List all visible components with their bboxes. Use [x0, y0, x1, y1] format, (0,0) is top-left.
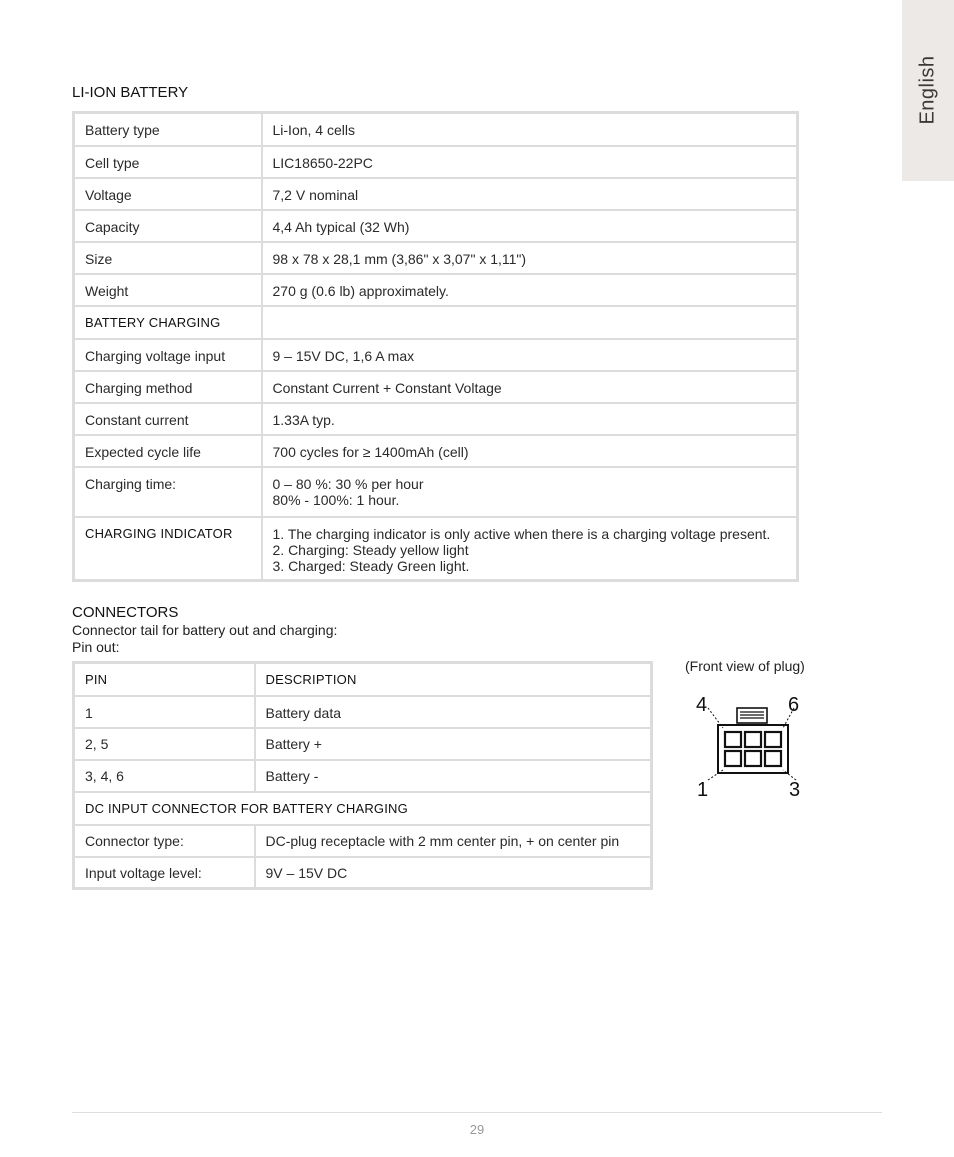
spec-value-cell: [262, 242, 798, 274]
spec-label-cell: Voltage: [74, 178, 262, 210]
spec-value-line: 9 – 15V DC, 1,6 A max: [272, 347, 415, 364]
table-row: [74, 696, 652, 728]
spec-value-line: 2. Charging: Steady yellow light: [272, 541, 469, 558]
spec-value-line: 270 g (0.6 lb) approximately.: [272, 282, 449, 299]
footer-divider: [72, 1112, 882, 1113]
spec-label-cell: Charging method: [74, 371, 262, 403]
table-row: [74, 760, 652, 792]
spec-value-cell: [262, 403, 798, 435]
pin-cell: 1: [74, 696, 255, 728]
table-row: [74, 403, 798, 435]
spec-label-cell: BATTERY CHARGING: [74, 306, 262, 339]
plug-body: [718, 708, 788, 773]
spec-value-line: Li-Ion, 4 cells: [272, 122, 355, 138]
table-row: [74, 728, 652, 760]
pin-label-6: 6: [788, 694, 800, 716]
pin-label-3: 3: [789, 779, 801, 801]
table-row: [74, 825, 652, 857]
spec-label-cell: Expected cycle life: [74, 435, 262, 467]
spec-value-line: 1. The charging indicator is only active when there is a charging voltage present.: [272, 525, 771, 542]
spec-label-cell: Constant current: [74, 403, 262, 435]
spec-value-line: 1.33A typ.: [272, 411, 335, 428]
spec-value-cell: [262, 339, 798, 371]
spec-value-cell: [262, 435, 798, 467]
spec-value-line: 3. Charged: Steady Green light.: [272, 557, 470, 574]
plug-caption: (Front view of plug): [685, 658, 805, 674]
spec-label-cell: Capacity: [74, 210, 262, 242]
spec-value-cell: [262, 306, 798, 339]
pin-description-cell: Battery -: [255, 760, 652, 792]
spec-value-line: 7,2 V nominal: [272, 186, 359, 203]
spec-value-cell: [262, 517, 798, 581]
pin-cell: 2, 5: [74, 728, 255, 760]
pin-label-1: 1: [697, 779, 709, 801]
table-row: [74, 210, 798, 242]
connectors-section-title: CONNECTORS: [72, 604, 179, 621]
table-row: [74, 435, 798, 467]
table-row: [74, 146, 798, 178]
pin-cell: 3, 4, 6: [74, 760, 255, 792]
language-tab: [902, 0, 954, 181]
dc-label-cell: Connector type:: [74, 825, 255, 857]
spec-value-line: 98 x 78 x 28,1 mm (3,86" x 3,07" x 1,11"): [272, 250, 527, 267]
spec-label-cell: Charging voltage input: [74, 339, 262, 371]
spec-value-cell: [262, 178, 798, 210]
spec-label-cell: Charging time:: [74, 467, 262, 517]
table-row: [74, 306, 798, 339]
spec-label-cell: Size: [74, 242, 262, 274]
battery-spec-table: [72, 111, 799, 582]
table-row: [74, 242, 798, 274]
spec-value-line: 700 cycles for ≥ 1400mAh (cell): [272, 443, 469, 460]
table-row: [74, 274, 798, 306]
connector-table: [72, 661, 653, 890]
table-row: [74, 113, 798, 146]
spec-value-line: 4,4 Ah typical (32 Wh): [272, 218, 410, 235]
spec-value-line: LIC18650-22PC: [272, 154, 373, 171]
connector-header-row: [74, 663, 652, 696]
spec-label-cell: Cell type: [74, 146, 262, 178]
spec-value-cell: [262, 371, 798, 403]
pin-description-cell: Battery +: [255, 728, 652, 760]
table-row: [74, 178, 798, 210]
dc-value-cell: 9V – 15V DC: [255, 857, 652, 889]
spec-value-cell: [262, 146, 798, 178]
plug-diagram: [690, 688, 820, 806]
battery-section-title: LI-ION BATTERY: [72, 84, 189, 101]
pin-header: PIN: [74, 663, 255, 696]
spec-label-cell: Weight: [74, 274, 262, 306]
table-row: [74, 371, 798, 403]
page-number: 29: [469, 1122, 485, 1137]
dc-input-heading-row: [74, 792, 652, 825]
table-row: [74, 517, 798, 581]
spec-value-line: 80% - 100%: 1 hour.: [272, 491, 400, 508]
table-row: [74, 339, 798, 371]
dc-input-heading: DC INPUT CONNECTOR FOR BATTERY CHARGING: [74, 792, 652, 825]
dc-value-cell: DC-plug receptacle with 2 mm center pin, + on center pin: [255, 825, 652, 857]
spec-value-cell: [262, 113, 798, 146]
pin-description-cell: Battery data: [255, 696, 652, 728]
language-tab-label: English: [916, 55, 939, 125]
spec-value-line: Constant Current + Constant Voltage: [272, 379, 502, 396]
pin-out-label: Pin out:: [72, 639, 120, 655]
spec-value-line: 0 – 80 %: 30 % per hour: [272, 475, 424, 492]
table-row: [74, 857, 652, 889]
dc-label-cell: Input voltage level:: [74, 857, 255, 889]
spec-label-cell: CHARGING INDICATOR: [74, 517, 262, 581]
spec-value-cell: [262, 274, 798, 306]
description-header: DESCRIPTION: [255, 663, 652, 696]
table-row: [74, 467, 798, 517]
spec-label-cell: Battery type: [74, 113, 262, 146]
pin-label-4: 4: [696, 694, 708, 716]
spec-value-cell: [262, 467, 798, 517]
spec-value-cell: [262, 210, 798, 242]
connectors-intro: Connector tail for battery out and charging:: [72, 622, 338, 638]
